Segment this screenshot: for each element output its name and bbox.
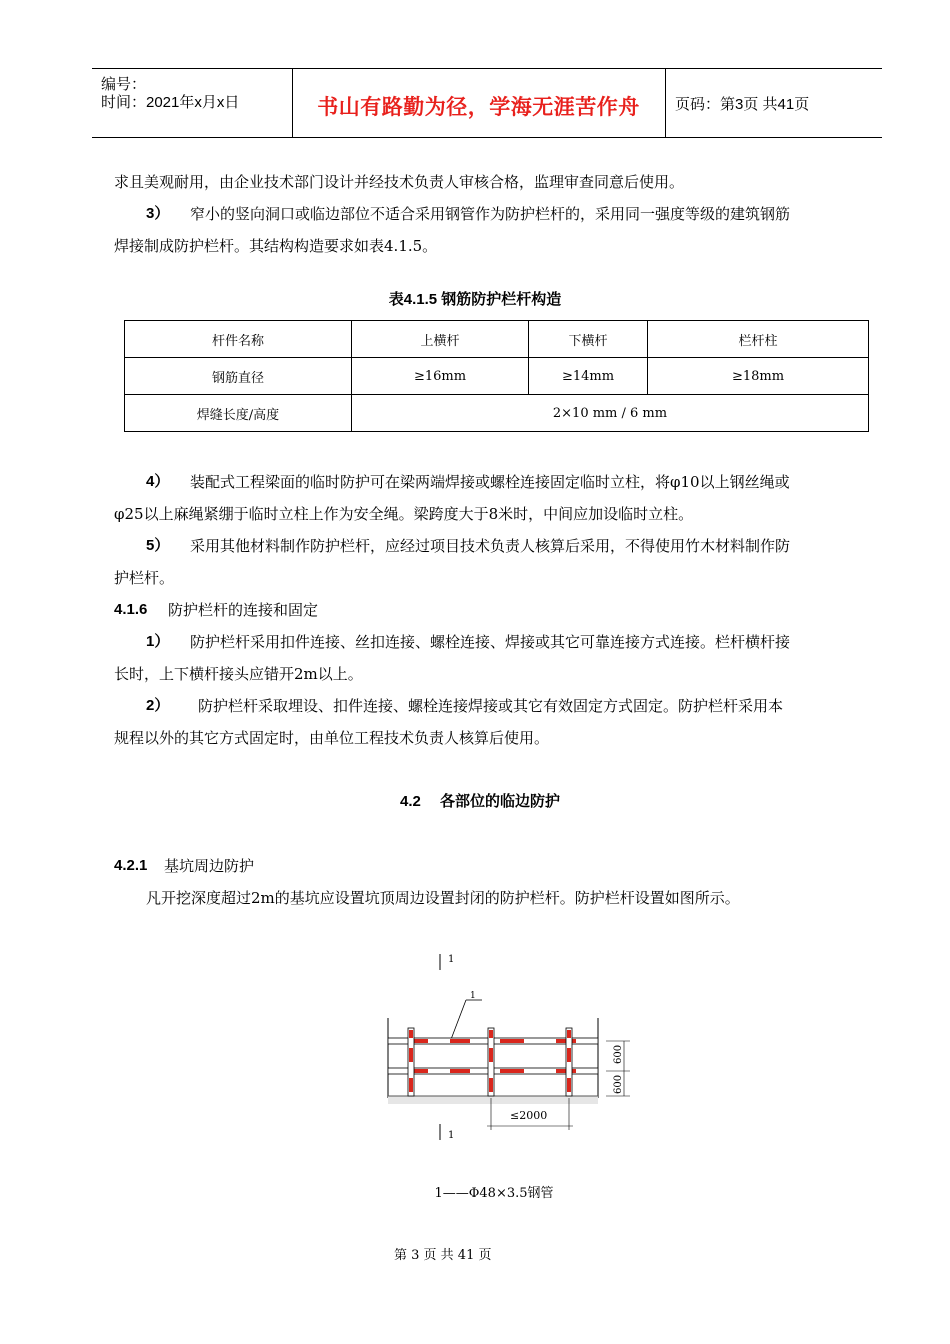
table-cell: 焊缝长度/高度 (125, 395, 352, 432)
table-cell: ≥16mm (352, 358, 529, 395)
table-cell: 上横杆 (352, 321, 529, 358)
table-cell: 2×10 mm / 6 mm (352, 395, 869, 432)
rebar-spec-table (124, 320, 869, 432)
section-4-2-number: 4.2 (400, 793, 421, 810)
table-cell: 下横杆 (529, 321, 648, 358)
post-right (566, 1028, 572, 1096)
section-mark-top: 1 (448, 954, 455, 965)
dim-lower: 600 (613, 1074, 624, 1094)
item-number-3: 3） (146, 205, 170, 222)
dim-span: ≤2000 (510, 1109, 548, 1122)
item-2-line-2: 规程以外的其它方式固定时，由单位工程技术负责人核算后使用。 (114, 729, 550, 747)
page-footer: 第 3 页 共 41 页 (394, 1248, 492, 1263)
table-cell: ≥14mm (529, 358, 648, 395)
item-1-line-1: 防护栏杆采用扣件连接、丝扣连接、螺栓连接、焊接或其它可靠连接方式连接。栏杆横杆接 (190, 633, 791, 651)
doc-time-label: 时间：2021年x月x日 (101, 94, 240, 111)
item-number-2: 2） (146, 697, 170, 714)
table-cell: 钢筋直径 (125, 358, 352, 395)
item-number-5: 5） (146, 537, 170, 554)
item-3-line-1: 窄小的竖向洞口或临边部位不适合采用钢管作为防护栏杆的，采用同一强度等级的建筑钢筋 (190, 205, 791, 223)
dim-upper: 600 (613, 1044, 624, 1064)
page-header (92, 68, 882, 138)
pit-paragraph: 凡开挖深度超过2m的基坑应设置坑顶周边设置封闭的防护栏杆。防护栏杆设置如图所示。 (146, 889, 740, 907)
doc-number-label: 编号： (101, 76, 147, 93)
leader-line (450, 1000, 466, 1042)
post-middle (488, 1028, 494, 1096)
section-4-1-6-number: 4.1.6 (114, 601, 148, 618)
item-2-line-1: 防护栏杆采取埋设、扣件连接、螺栓连接焊接或其它有效固定方式固定。防护栏杆采用本 (198, 697, 784, 715)
item-5-line-1: 采用其他材料制作防护栏杆，应经过项目技术负责人核算后采用，不得使用竹木材料制作防 (190, 537, 791, 555)
header-meta-cell (92, 69, 293, 137)
table-row (125, 321, 869, 358)
header-page-cell (665, 69, 882, 137)
section-4-2-1-number: 4.2.1 (114, 857, 148, 874)
table-cell: 栏杆柱 (648, 321, 869, 358)
table-row (125, 358, 869, 395)
item-1-line-2: 长时，上下横杆接头应错开2m以上。 (114, 665, 363, 683)
leader-label: 1 (470, 991, 476, 1001)
item-4-line-2: φ25以上麻绳紧绷于临时立柱上作为安全绳。梁跨度大于8米时，中间应加设临时立柱。 (114, 505, 694, 523)
section-mark-bottom: 1 (448, 1130, 455, 1141)
item-number-1: 1） (146, 633, 170, 650)
header-motto: 书山有路勤为径，学海无涯苦作舟 (317, 96, 640, 119)
section-4-2-1-title: 基坑周边防护 (164, 857, 255, 875)
ground-surface (388, 1096, 598, 1104)
table-cell: 杆件名称 (125, 321, 352, 358)
table-cell: ≥18mm (648, 358, 869, 395)
section-4-1-6-title: 防护栏杆的连接和固定 (168, 601, 319, 619)
paragraph-continuation: 求且美观耐用，由企业技术部门设计并经技术负责人审核合格，监理审查同意后使用。 (114, 173, 685, 191)
item-number-4: 4） (146, 473, 170, 490)
table-row (125, 395, 869, 432)
guardrail-figure (370, 948, 650, 1148)
item-5-line-2: 护栏杆。 (114, 569, 175, 587)
table-title: 表4.1.5 钢筋防护栏杆构造 (388, 291, 562, 308)
post-left (408, 1028, 414, 1096)
item-3-line-2: 焊接制成防护栏杆。其结构构造要求如表4.1.5。 (114, 237, 438, 255)
section-4-2-title: 各部位的临边防护 (440, 793, 561, 810)
item-4-line-1: 装配式工程梁面的临时防护可在梁两端焊接或螺栓连接固定临时立柱，将φ10以上钢丝绳或 (190, 473, 790, 491)
header-motto-cell (292, 69, 666, 137)
figure-caption: 1——Φ48×3.5钢管 (434, 1186, 554, 1201)
header-page-label: 页码：第3页 共41页 (675, 96, 810, 113)
